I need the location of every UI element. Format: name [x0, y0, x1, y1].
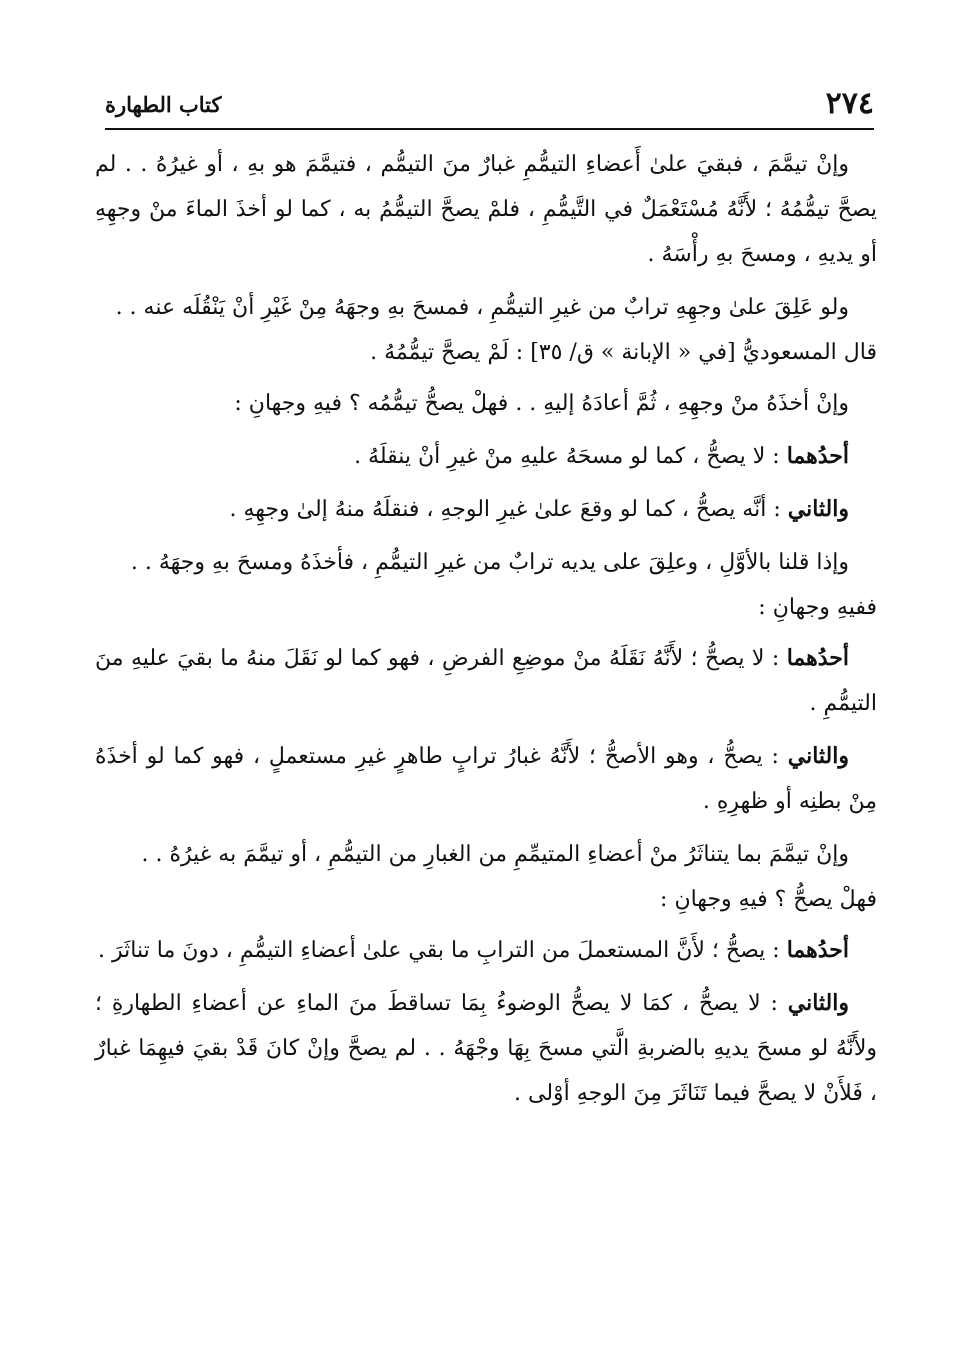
running-head: كتاب الطهارة [105, 92, 222, 117]
term-first: أحدُهما [786, 443, 849, 469]
page-number: ٢٧٤ [825, 86, 874, 121]
term-second: والثاني [787, 496, 849, 522]
body-text [95, 142, 877, 1124]
paragraph-2-subline: قال المسعوديُّ [في « الإبانة » ق/ ٣٥] : لَمْ يصحَّ تيمُّمُهُ . [370, 340, 877, 365]
term-first: أحدُهما [786, 645, 849, 671]
header-rule [105, 128, 874, 130]
term-second: والثاني [787, 743, 849, 769]
paragraph-4: أحدُهما : لا يصحُّ ، كما لو مسحَهُ عليهِ منْ غيرِ أنْ ينقلَهُ . [354, 443, 849, 469]
paragraph-5: والثاني : أنَّه يصحُّ ، كما لو وقعَ علىٰ غيرِ الوجهِ ، فنقلَهُ منهُ إلىٰ وجهِهِ . [229, 496, 849, 522]
paragraph-11: والثاني : لا يصحُّ ، كمَا لا يصحُّ الوضوءُ بِمَا تساقطَ منَ الماءِ عن أعضاءِ الطهارةِ ؛ ولأَنَّهُ لو مسحَ يديهِ بالضربةِ الَّتي مسحَ بِهَا وجْهَهُ . . لم يصحَّ وإنْ كانَ قَدْ بقيَ فيهِمَا غبارٌ ، فَلأَنْ لا يصحَّ فيما تَنَاثَرَ مِنَ الوجهِ أوْلى . [95, 990, 877, 1106]
paragraph-2: ولو عَلِقَ علىٰ وجهِهِ ترابٌ من غيرِ التيمُّمِ ، فمسحَ بهِ وجهَهُ مِنْ غَيْرِ أنْ يَنْقُلَه عنه . . قال المسعوديُّ [في « الإبانة » ق/ ٣٥] : لَمْ يصحَّ تيمُّمُهُ . [95, 285, 877, 375]
paragraph-9: وإنْ تيمَّمَ بما يتناثَرُ منْ أعضاءِ المتيمِّمِ من الغبارِ من التيمُّمِ ، أو تيمَّمَ به غيرُهُ . . فهلْ يصحُّ ؟ فيهِ وجهانِ : [95, 832, 877, 922]
term-first: أحدُهما [786, 937, 849, 963]
paragraph-7: أحدُهما : لا يصحُّ ؛ لأَنَّهُ نَقَلَهُ منْ موضِعِ الفرضِ ، فهو كما لو نَقَلَ منهُ ما بقيَ عليهِ منَ التيمُّمِ . [95, 645, 877, 716]
paragraph-6: وإذا قلنا بالأوَّلِ ، وعلِقَ على يديه ترابٌ من غيرِ التيمُّمِ ، فأخذَهُ ومسحَ بهِ وجهَهُ . . ففيهِ وجهانِ : [95, 540, 877, 630]
paragraph-8: والثاني : يصحُّ ، وهو الأصحُّ ؛ لأَنَّهُ غبارُ ترابٍ طاهرٍ غيرِ مستعملٍ ، فهو كما لو أخذَهُ مِنْ بطنِه أو ظهرِهِ . [95, 743, 877, 814]
paragraph-6-subline: ففيهِ وجهانِ : [758, 595, 877, 620]
page-header [105, 86, 874, 126]
term-second: والثاني [787, 990, 849, 1016]
paragraph-1: وإنْ تيمَّمَ ، فبقيَ علىٰ أَعضاءِ التيمُّمِ غبارٌ منَ التيمُّم ، فتيمَّمَ هو بهِ ، أو غيرُهُ . . لم يصحَّ تيمُّمُهُ ؛ لأَنَّهُ مُسْتَعْمَلٌ في التَّيمُّمِ ، فلمْ يصحَّ التيمُّمُ به ، كما لو أخذَ الماءَ منْ وجهِهِ أو يديهِ ، ومسحَ بهِ رأْسَهُ . [95, 152, 877, 267]
paragraph-3: وإنْ أخذَهُ منْ وجهِهِ ، ثُمَّ أعادَهُ إليهِ . . فهلْ يصحُّ تيمُّمُه ؟ فيهِ وجهانِ : [234, 391, 849, 416]
paragraph-10: أحدُهما : يصحُّ ؛ لأَنَّ المستعملَ من الترابِ ما بقي علىٰ أعضاءِ التيمُّمِ ، دونَ ما تناثَرَ . [98, 937, 849, 963]
paragraph-9-subline: فهلْ يصحُّ ؟ فيهِ وجهانِ : [660, 887, 877, 912]
